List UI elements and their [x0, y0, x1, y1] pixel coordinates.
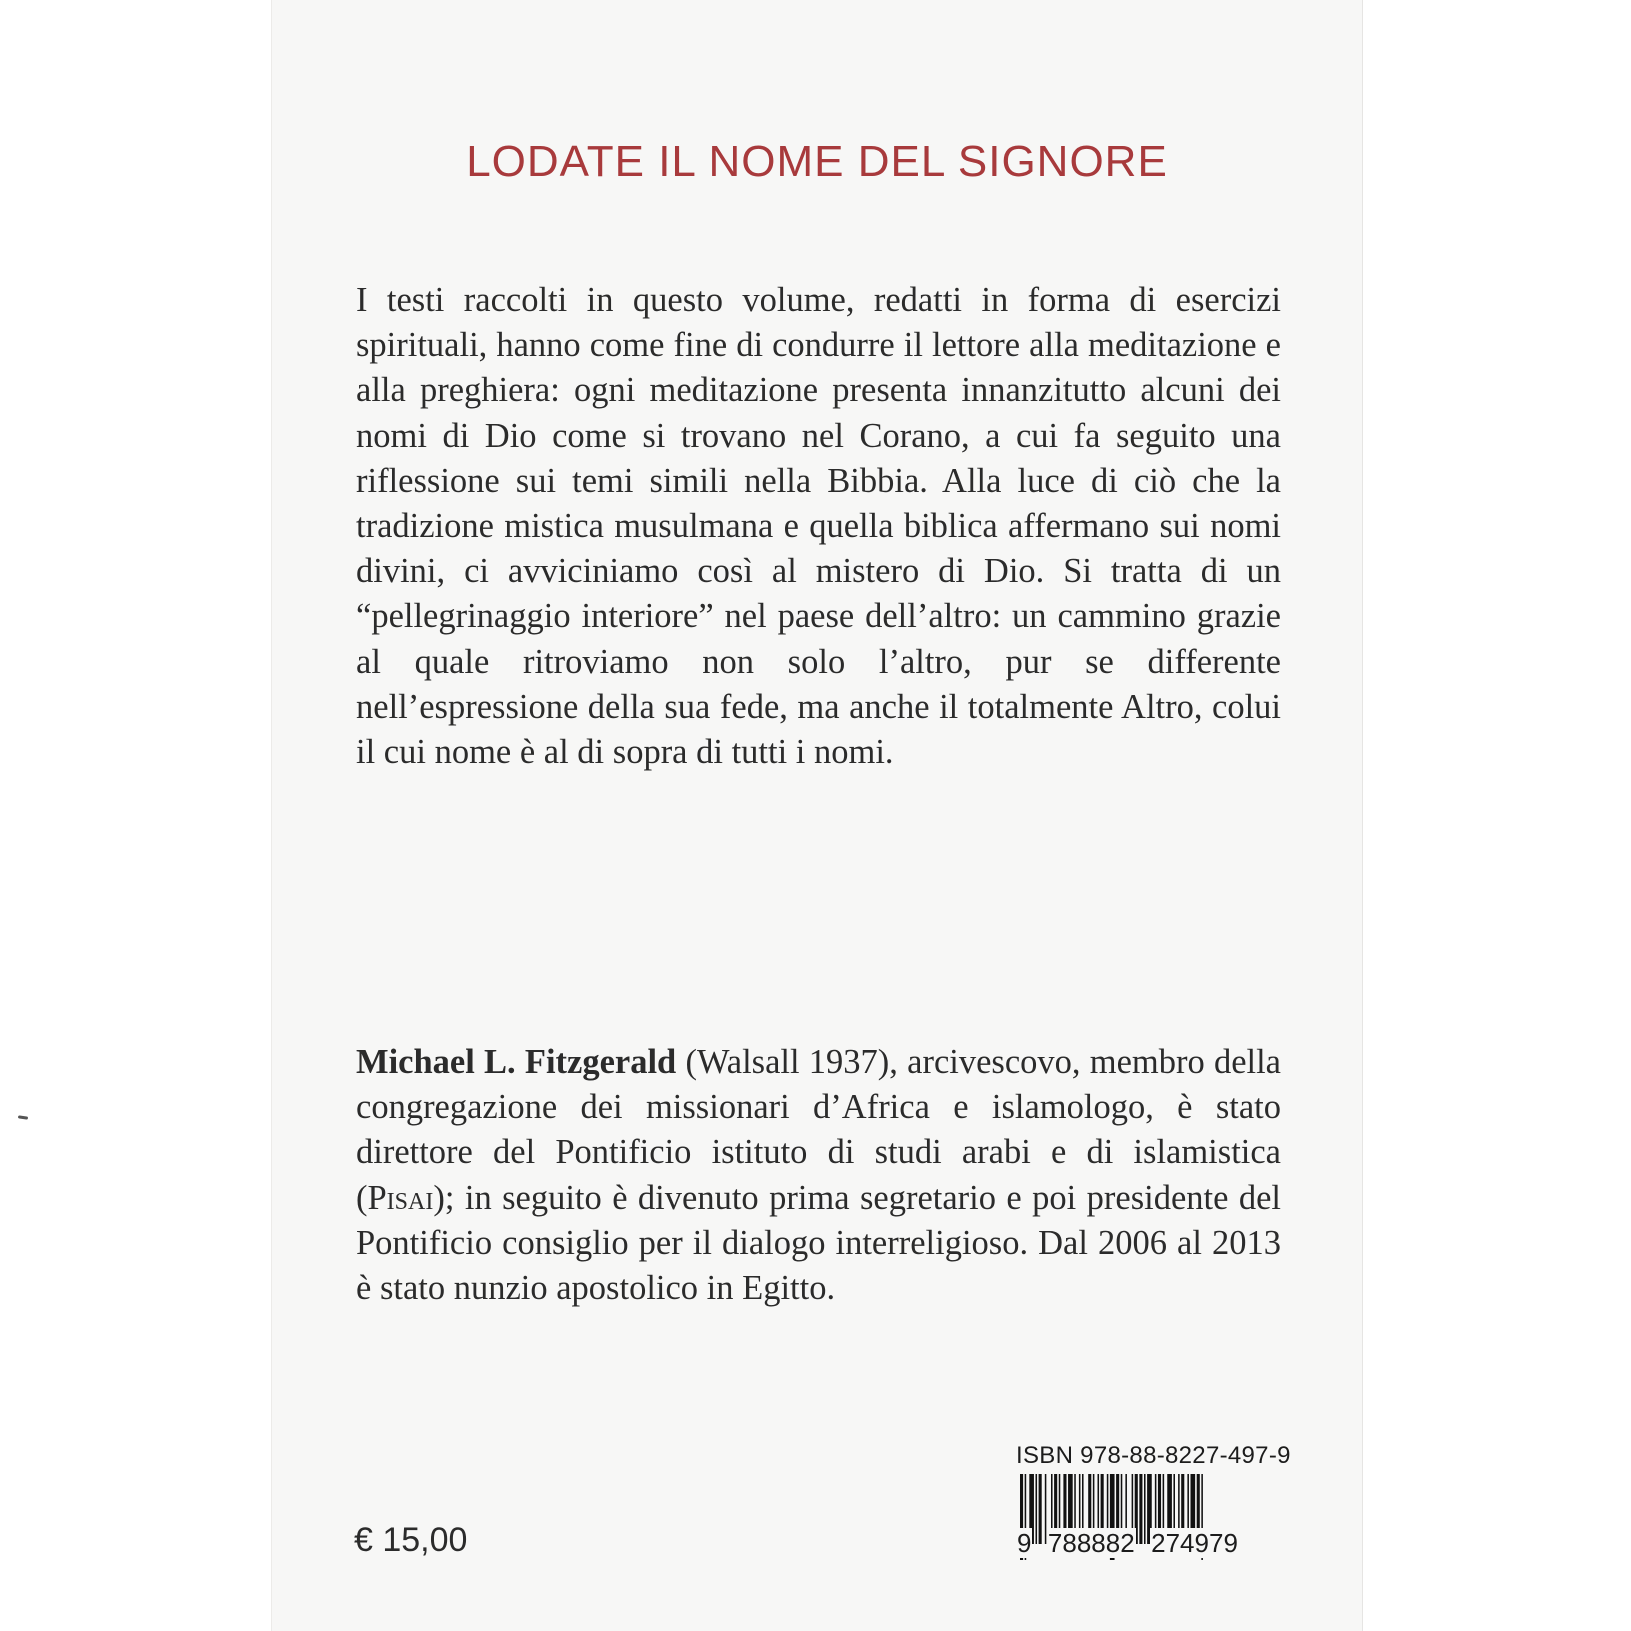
book-back-cover — [271, 0, 1363, 1631]
author-bio-text-1: (Walsall 1937), arcivescovo, membro della congregazione dei missionari d’Africa e islamologo, è stato direttore del Pontificio istituto di studi arabi e di islamistica ( — [356, 1043, 1281, 1217]
price: € 15,00 — [354, 1521, 468, 1559]
author-bio-text-2: ); in seguito è divenuto prima segretario e poi presidente del Pontificio consiglio per il dialogo interreligioso. Dal 2006 al 2013 è stato nunzio apostolico in Egitto. — [356, 1178, 1281, 1308]
author-bio-acronym: Pisai — [367, 1178, 434, 1217]
author-bio — [356, 1040, 1281, 1311]
barcode-digits — [1016, 1528, 1282, 1558]
author-name: Michael L. Fitzgerald — [356, 1043, 677, 1081]
barcode-digit-first: 9 — [1017, 1528, 1032, 1558]
isbn-label: ISBN 978-88-8227-497-9 — [1016, 1442, 1291, 1469]
barcode-digits-group-1: 788882 — [1047, 1528, 1135, 1558]
barcode-digits-group-2: 274979 — [1151, 1528, 1238, 1558]
book-title: LODATE IL NOME DEL SIGNORE — [466, 137, 1168, 186]
stray-mark — [18, 1115, 28, 1119]
book-blurb: I testi raccolti in questo volume, redatti in forma di esercizi spirituali, hanno come fine di condurre il lettore alla meditazione e alla preghiera: ogni meditazione presenta innanzitutto alcuni dei nomi di Dio come si trovano nel Corano, a cui fa seguito una riflessione sui temi simili nella Bibbia. Alla luce di ciò che la tradizione mistica musulmana e quella biblica affermano sui nomi divini, ci avviciniamo così al mistero di Dio. Si tratta di un “pellegrinaggio interiore” nel paese dell’altro: un cammino grazie al quale ritroviamo non solo l’altro, pur se differente nell’espressione della sua fede, ma anche il totalmente Altro, colui il cui nome è al di sopra di tutti i nomi. — [356, 281, 1281, 772]
